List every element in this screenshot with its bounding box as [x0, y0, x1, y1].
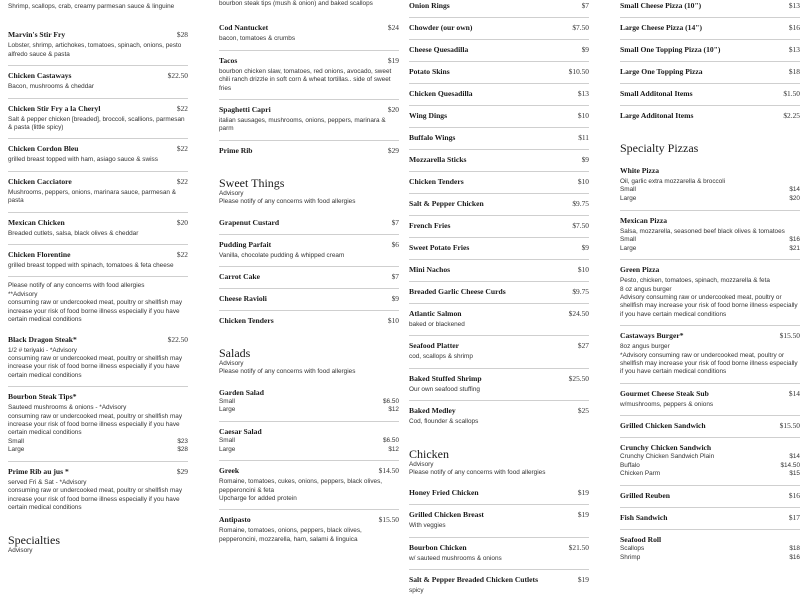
- item-price: $14: [788, 388, 800, 398]
- menu-item: [219, 288, 399, 310]
- item-description: Romaine, tomatoes, onions, peppers, black olives, pepperoncini, mozzarella, ham, salami & linguica: [219, 527, 362, 543]
- item-price: $22: [176, 144, 188, 154]
- menu-item: [219, 99, 399, 140]
- menu-item: [620, 17, 800, 39]
- item-description: Oil, garlic extra mozzarella & broccoli: [620, 178, 726, 185]
- item-name: Green Pizza: [620, 265, 660, 275]
- menu-item: [219, 234, 399, 266]
- option-label: Scallops: [620, 545, 645, 553]
- item-option: [620, 470, 800, 479]
- item-price: $19: [577, 575, 589, 585]
- sweet-list: [219, 213, 399, 332]
- item-name: Chicken Tenders: [219, 316, 274, 326]
- menu-column-1: [8, 0, 188, 600]
- item-price: $25.50: [568, 373, 589, 383]
- item-name: Gourmet Cheese Steak Sub: [620, 388, 709, 398]
- item-name: Mexican Pizza: [620, 215, 668, 225]
- item-name: Baked Stuffed Shrimp: [409, 373, 482, 383]
- item-option: [219, 406, 399, 415]
- item-price: $19: [577, 510, 589, 520]
- steak-list: [8, 330, 188, 519]
- menu-item: [8, 386, 188, 461]
- option-price: $23: [177, 437, 188, 445]
- item-name: Crunchy Chicken Sandwich: [620, 443, 712, 453]
- menu-item: [409, 171, 589, 193]
- item-price: $15.50: [378, 515, 399, 525]
- item-name: Atlantic Salmon: [409, 309, 462, 318]
- option-label: Large: [8, 446, 25, 454]
- item-description: Cod, flounder & scallops: [409, 418, 479, 426]
- section-title-sweet-things: Sweet Things: [219, 175, 285, 190]
- item-name: Small One Topping Pizza (10"): [620, 45, 721, 54]
- menu-item: [409, 504, 589, 536]
- item-name: Small Additonal Items: [620, 89, 693, 98]
- item-description: With veggies: [409, 522, 446, 530]
- menu-item: [219, 460, 399, 509]
- item-name: Marvin's Stir Fry: [8, 30, 66, 40]
- item-price: $24.50: [568, 309, 589, 318]
- menu-item: [409, 537, 589, 569]
- item-name: Antipasto: [219, 515, 251, 525]
- item-name: Greek: [219, 466, 240, 476]
- option-price: $18: [789, 545, 800, 553]
- item-price: $22: [176, 250, 188, 260]
- item-name: Grapenut Custard: [219, 217, 280, 227]
- item-name: Grilled Chicken Breast: [409, 510, 484, 520]
- item-price: $9: [581, 155, 589, 164]
- item-name: Castaways Burger*: [620, 331, 684, 341]
- item-name: Mini Nachos: [409, 265, 451, 274]
- item-description: cod, scallops & shrimp: [409, 353, 473, 361]
- menu-item: [409, 39, 589, 61]
- menu-item: [620, 39, 800, 61]
- item-price: $13: [577, 89, 589, 98]
- menu-item: [409, 61, 589, 83]
- menu-item: [409, 335, 589, 367]
- menu-item: [8, 171, 188, 212]
- menu-item: [409, 281, 589, 303]
- item-name: Cheese Quesadilla: [409, 45, 469, 54]
- item-price: $25: [577, 406, 589, 416]
- item-name: Grilled Chicken Sandwich: [620, 421, 706, 431]
- menu-column-4: [620, 0, 800, 600]
- menu-item: [409, 193, 589, 215]
- item-price: $11: [578, 133, 589, 142]
- option-label: Chicken Parm: [620, 470, 661, 478]
- item-name: Wing Dings: [409, 111, 448, 120]
- menu-item: [8, 330, 188, 387]
- item-price: $7: [391, 217, 399, 227]
- item-price: $18: [788, 67, 800, 76]
- item-list: [620, 0, 800, 127]
- option-price: $15: [789, 470, 800, 478]
- option-label: Buffalo: [620, 461, 640, 469]
- item-name: Salt & Pepper Breaded Chicken Cutlets: [409, 575, 539, 585]
- item-name: Mozzarella Sticks: [409, 155, 467, 164]
- item-name: Caesar Salad: [219, 427, 262, 437]
- item-description: Salsa, mozzarella, seasoned beef black olives & tomatoes: [620, 227, 785, 235]
- item-description: grilled breast topped with spinach, tomatoes & feta cheese: [8, 262, 174, 270]
- option-price: $6.50: [383, 397, 399, 405]
- item-price: $14.50: [378, 466, 399, 476]
- item-price: $21.50: [568, 542, 589, 552]
- item-price: $15.50: [779, 331, 800, 341]
- section-note: Advisory Please notify of any concerns with food allergies: [219, 189, 356, 206]
- menu-item: [8, 138, 188, 170]
- option-label: Large: [219, 406, 236, 414]
- section-title-salads: Salads: [219, 346, 251, 361]
- menu-item: [620, 83, 800, 105]
- menu-item: [409, 368, 589, 400]
- menu-item: [620, 383, 800, 415]
- item-price: $13: [788, 45, 800, 54]
- item-name: French Fries: [409, 221, 451, 230]
- item-name: Grilled Reuben: [620, 491, 670, 501]
- menu-item: [8, 65, 188, 97]
- item-price: $9: [581, 45, 589, 54]
- item-name: Pudding Parfait: [219, 239, 272, 249]
- item-name: Chicken Cordon Bleu: [8, 144, 79, 154]
- option-label: Crunchy Chicken Sandwich Plain: [620, 453, 715, 461]
- option-price: $12: [388, 406, 399, 414]
- option-label: Large: [620, 195, 637, 202]
- menu-item: [219, 18, 399, 49]
- item-description: w/mushrooms, peppers & onions: [620, 400, 714, 408]
- item-name: Baked Medley: [409, 406, 456, 416]
- menu-item: [219, 50, 399, 99]
- item-name: Large One Topping Pizza: [620, 67, 703, 76]
- item-price: $10: [387, 316, 399, 326]
- item-option: [620, 453, 800, 462]
- item-price: $19: [577, 488, 589, 498]
- item-name: Chicken Florentine: [8, 250, 71, 260]
- item-name: Spaghetti Capri: [219, 105, 271, 115]
- item-price: $16: [788, 23, 800, 32]
- item-description: Bacon, mushrooms & cheddar: [8, 83, 94, 91]
- chicken-list: [409, 483, 589, 600]
- menu-item: [409, 569, 589, 600]
- item-option: [620, 236, 800, 245]
- menu-column-3: [409, 0, 589, 600]
- item-price: $20: [387, 105, 399, 115]
- menu-item: [620, 161, 800, 210]
- menu-item: [620, 415, 800, 437]
- item-description: Pesto, chicken, tomatoes, spinach, mozzarella & feta 8 oz angus burger Advisory consuming raw or undercooked meat, poultry or shellfish may increase your risk of food borne illness especially if you have certain medical conditions: [620, 277, 798, 318]
- item-option: [620, 554, 800, 563]
- menu-item: [219, 421, 399, 460]
- menu-item: [409, 259, 589, 281]
- item-description: Mushrooms, peppers, onions, marinara sauce, parmesan & pasta: [8, 188, 177, 205]
- item-name: Fish Sandwich: [620, 513, 668, 523]
- item-name: Chowder (our own): [409, 23, 473, 32]
- menu-item: [409, 215, 589, 237]
- menu-column-2: [219, 0, 399, 600]
- option-price: $16: [789, 553, 800, 561]
- item-price: $10.50: [568, 67, 589, 76]
- item-name: Black Dragon Steak*: [8, 334, 77, 344]
- item-description: spicy: [409, 587, 424, 595]
- menu-item: [409, 400, 589, 432]
- item-option: [620, 462, 800, 471]
- item-description: bourbon chicken slaw, tomatoes, red onions, avocado, sweet chili ranch drizzle in soft corn & wheat tortillas.. side of sweet fries: [219, 67, 392, 92]
- item-name: Bourbon Chicken: [409, 542, 467, 552]
- menu-item: [219, 213, 399, 234]
- menu-item: [8, 244, 188, 276]
- item-name: Small Cheese Pizza (10"): [620, 1, 702, 10]
- section-title-chicken: Chicken: [409, 446, 449, 461]
- menu-item: [620, 485, 800, 507]
- item-name: Tacos: [219, 55, 238, 65]
- menu-item: [620, 529, 800, 568]
- item-price: $20: [176, 217, 188, 227]
- item-list: [219, 18, 399, 161]
- item-name: Large Cheese Pizza (14"): [620, 23, 703, 32]
- item-price: $10: [577, 111, 589, 120]
- option-price: $12: [388, 445, 399, 453]
- item-description: 8oz angus burger *Advisory consuming raw or undercooked meat, poultry or shellfish may increase your risk of food borne illness especially if you have certain medical conditions: [620, 343, 798, 376]
- menu-item: [620, 437, 800, 485]
- option-price: $20: [789, 195, 800, 202]
- menu-item: [620, 325, 800, 383]
- menu-item: [620, 210, 800, 260]
- item-price: $22: [176, 176, 188, 186]
- item-name: Prime Rib au jus *: [8, 466, 69, 476]
- option-price: $14: [789, 186, 800, 194]
- salad-list: [219, 383, 399, 550]
- item-price: $29: [387, 145, 399, 155]
- menu-item: [409, 303, 589, 335]
- item-description: Lobster, shrimp, artichokes, tomatoes, spinach, onions, pesto alfredo sauce & pasta: [8, 42, 182, 58]
- option-label: Large: [620, 244, 637, 252]
- item-description: w/ sauteed mushrooms & onions: [409, 554, 502, 562]
- section-note: Advisory Please notify of any concerns with food allergies: [219, 360, 356, 376]
- item-name: Onion Rings: [409, 1, 450, 10]
- item-price: $9: [581, 243, 589, 252]
- item-description: Vanilla, chocolate pudding & whipped cream: [219, 251, 345, 259]
- item-name: Sweet Potato Fries: [409, 243, 470, 252]
- option-label: Small: [8, 437, 24, 445]
- option-price: $28: [177, 446, 188, 454]
- menu-item: [219, 140, 399, 162]
- menu-item: [219, 266, 399, 288]
- item-description: bacon, tomatoes & crumbs: [219, 35, 296, 43]
- item-name: Chicken Tenders: [409, 177, 464, 186]
- item-price: $19: [387, 55, 399, 65]
- item-description: Romaine, tomatoes, cukes, onions, peppers, black olives, pepperoncini & feta Upcharge for added protein: [219, 478, 383, 503]
- item-option: [219, 446, 399, 455]
- menu-item: [409, 149, 589, 171]
- item-price: $6: [391, 239, 399, 249]
- pizza-list: [620, 161, 800, 568]
- item-price: $22.50: [167, 334, 188, 344]
- menu-item: [620, 105, 800, 127]
- item-description: Breaded cutlets, salsa, black olives & cheddar: [8, 229, 139, 237]
- menu-item: [219, 383, 399, 421]
- item-option: [8, 446, 188, 455]
- item-description: grilled breast topped with ham, asiago sauce & swiss: [8, 156, 158, 164]
- item-list: [8, 25, 188, 276]
- menu-item: [620, 61, 800, 83]
- item-option: [620, 195, 800, 204]
- item-price: $9: [391, 294, 399, 304]
- item-price: $17: [788, 513, 800, 523]
- item-name: Cheese Ravioli: [219, 294, 267, 304]
- menu-item: [219, 509, 399, 550]
- item-name: Garden Salad: [219, 387, 264, 397]
- item-price: $22.50: [167, 71, 188, 81]
- item-name: Cod Nantucket: [219, 23, 269, 33]
- item-name: Chicken Castaways: [8, 71, 72, 81]
- item-name: Bourbon Steak Tips*: [8, 392, 77, 402]
- option-price: $6.50: [383, 437, 399, 445]
- option-label: Shrimp: [620, 553, 641, 561]
- menu-item: [8, 25, 188, 65]
- item-price: $29: [176, 466, 188, 476]
- item-description: Salt & pepper chicken [breaded], broccoli, scallions, parmesan & pasta (little spicy): [8, 115, 185, 132]
- item-name: Prime Rib: [219, 145, 253, 155]
- top-fragment: Shrimp, scallops, crab, creamy parmesan sauce & linguine: [8, 3, 175, 10]
- option-price: $14.50: [780, 461, 800, 469]
- option-label: Small: [620, 186, 636, 194]
- item-description: served Fri & Sat - *Advisory consuming raw or undercooked meat, poultry or shellfish may increase your risk of food borne illness especially if you have certain medical conditions: [8, 478, 183, 512]
- menu-item: [409, 83, 589, 105]
- item-price: $16: [788, 491, 800, 501]
- item-name: Seafood Roll: [620, 535, 662, 545]
- item-price: $27: [577, 341, 589, 351]
- item-name: Buffalo Wings: [409, 133, 456, 142]
- item-description: 1/2 # teriyaki - *Advisory consuming raw or undercooked meat, poultry or shellfish may increase your risk of food borne illness especially if you have certain medical conditions: [8, 346, 183, 379]
- item-name: Chicken Quesadilla: [409, 89, 473, 98]
- menu-item: [409, 237, 589, 259]
- item-name: Large Additonal Items: [620, 111, 694, 120]
- item-price: $9.75: [572, 199, 589, 208]
- item-name: Salt & Pepper Chicken: [409, 199, 484, 208]
- menu-item: [409, 127, 589, 149]
- item-name: Chicken Stir Fry a la Cheryl: [8, 103, 101, 113]
- option-label: Small: [219, 397, 235, 405]
- option-label: Small: [620, 236, 636, 243]
- item-option: [8, 438, 188, 447]
- menu-item: [219, 310, 399, 332]
- item-name: Carrot Cake: [219, 272, 260, 282]
- menu-item: [8, 212, 188, 244]
- option-price: $14: [789, 453, 800, 461]
- section-note: Advisory: [8, 546, 33, 554]
- item-option: [620, 186, 800, 195]
- menu-item: [8, 461, 188, 519]
- item-name: Mexican Chicken: [8, 217, 65, 227]
- item-option: [219, 398, 399, 407]
- menu-item: [409, 105, 589, 127]
- option-price: $16: [789, 236, 800, 243]
- item-name: Breaded Garlic Cheese Curds: [409, 287, 506, 296]
- option-label: Large: [219, 445, 236, 453]
- item-option: [620, 245, 800, 254]
- item-description: baked or blackened: [409, 321, 465, 328]
- item-name: White Pizza: [620, 166, 660, 175]
- item-price: $2.25: [783, 111, 800, 120]
- item-description: Our own seafood stuffing: [409, 385, 480, 393]
- advisory-note: Please notify of any concerns with food allergies **Advisory consuming raw or undercooked meat, poultry or shellfish may increase your risk of food borne illness especially if you have certain medical conditions: [8, 276, 188, 329]
- menu-item: [409, 17, 589, 39]
- menu-item: [8, 98, 188, 139]
- item-description: italian sausages, mushrooms, onions, peppers, marinara & parm: [219, 117, 386, 133]
- item-price: $10: [577, 265, 589, 274]
- section-title-specialties: Specialties: [8, 532, 60, 547]
- item-price: $24: [387, 23, 399, 33]
- item-name: Honey Fried Chicken: [409, 488, 479, 498]
- item-name: Chicken Cacciatore: [8, 176, 72, 186]
- menu-item: [620, 259, 800, 325]
- item-option: [219, 437, 399, 446]
- item-price: $28: [176, 30, 188, 40]
- item-price: $7.50: [572, 221, 589, 230]
- item-list: [409, 0, 589, 433]
- item-price: $1.50: [783, 89, 800, 98]
- item-price: $7.50: [572, 23, 589, 32]
- menu-item: [620, 0, 800, 17]
- section-note: Advisory Please notify of any concerns with food allergies: [409, 460, 546, 477]
- item-name: Seafood Platter: [409, 341, 459, 351]
- item-price: $7: [391, 272, 399, 282]
- section-title-specialty-pizzas: Specialty Pizzas: [620, 141, 699, 155]
- item-description: Sauteed mushrooms & onions - *Advisory consuming raw or undercooked meat, poultry or shellfish may increase your risk of food borne illness especially if you have certain medical conditions: [8, 404, 183, 437]
- top-fragment: bourbon steak tips (mush & onion) and baked scallops: [219, 0, 373, 7]
- menu-item: [409, 0, 589, 17]
- item-price: $15.50: [779, 421, 800, 431]
- menu-item: [620, 507, 800, 529]
- item-price: $10: [577, 177, 589, 186]
- item-name: Potato Skins: [409, 67, 450, 76]
- menu-item: [409, 483, 589, 504]
- option-label: Small: [219, 437, 235, 445]
- option-price: $21: [789, 244, 800, 252]
- item-price: $9.75: [572, 287, 589, 296]
- item-price: $13: [788, 1, 800, 10]
- item-price: $7: [581, 1, 589, 10]
- item-price: $22: [176, 103, 188, 113]
- item-option: [620, 545, 800, 554]
